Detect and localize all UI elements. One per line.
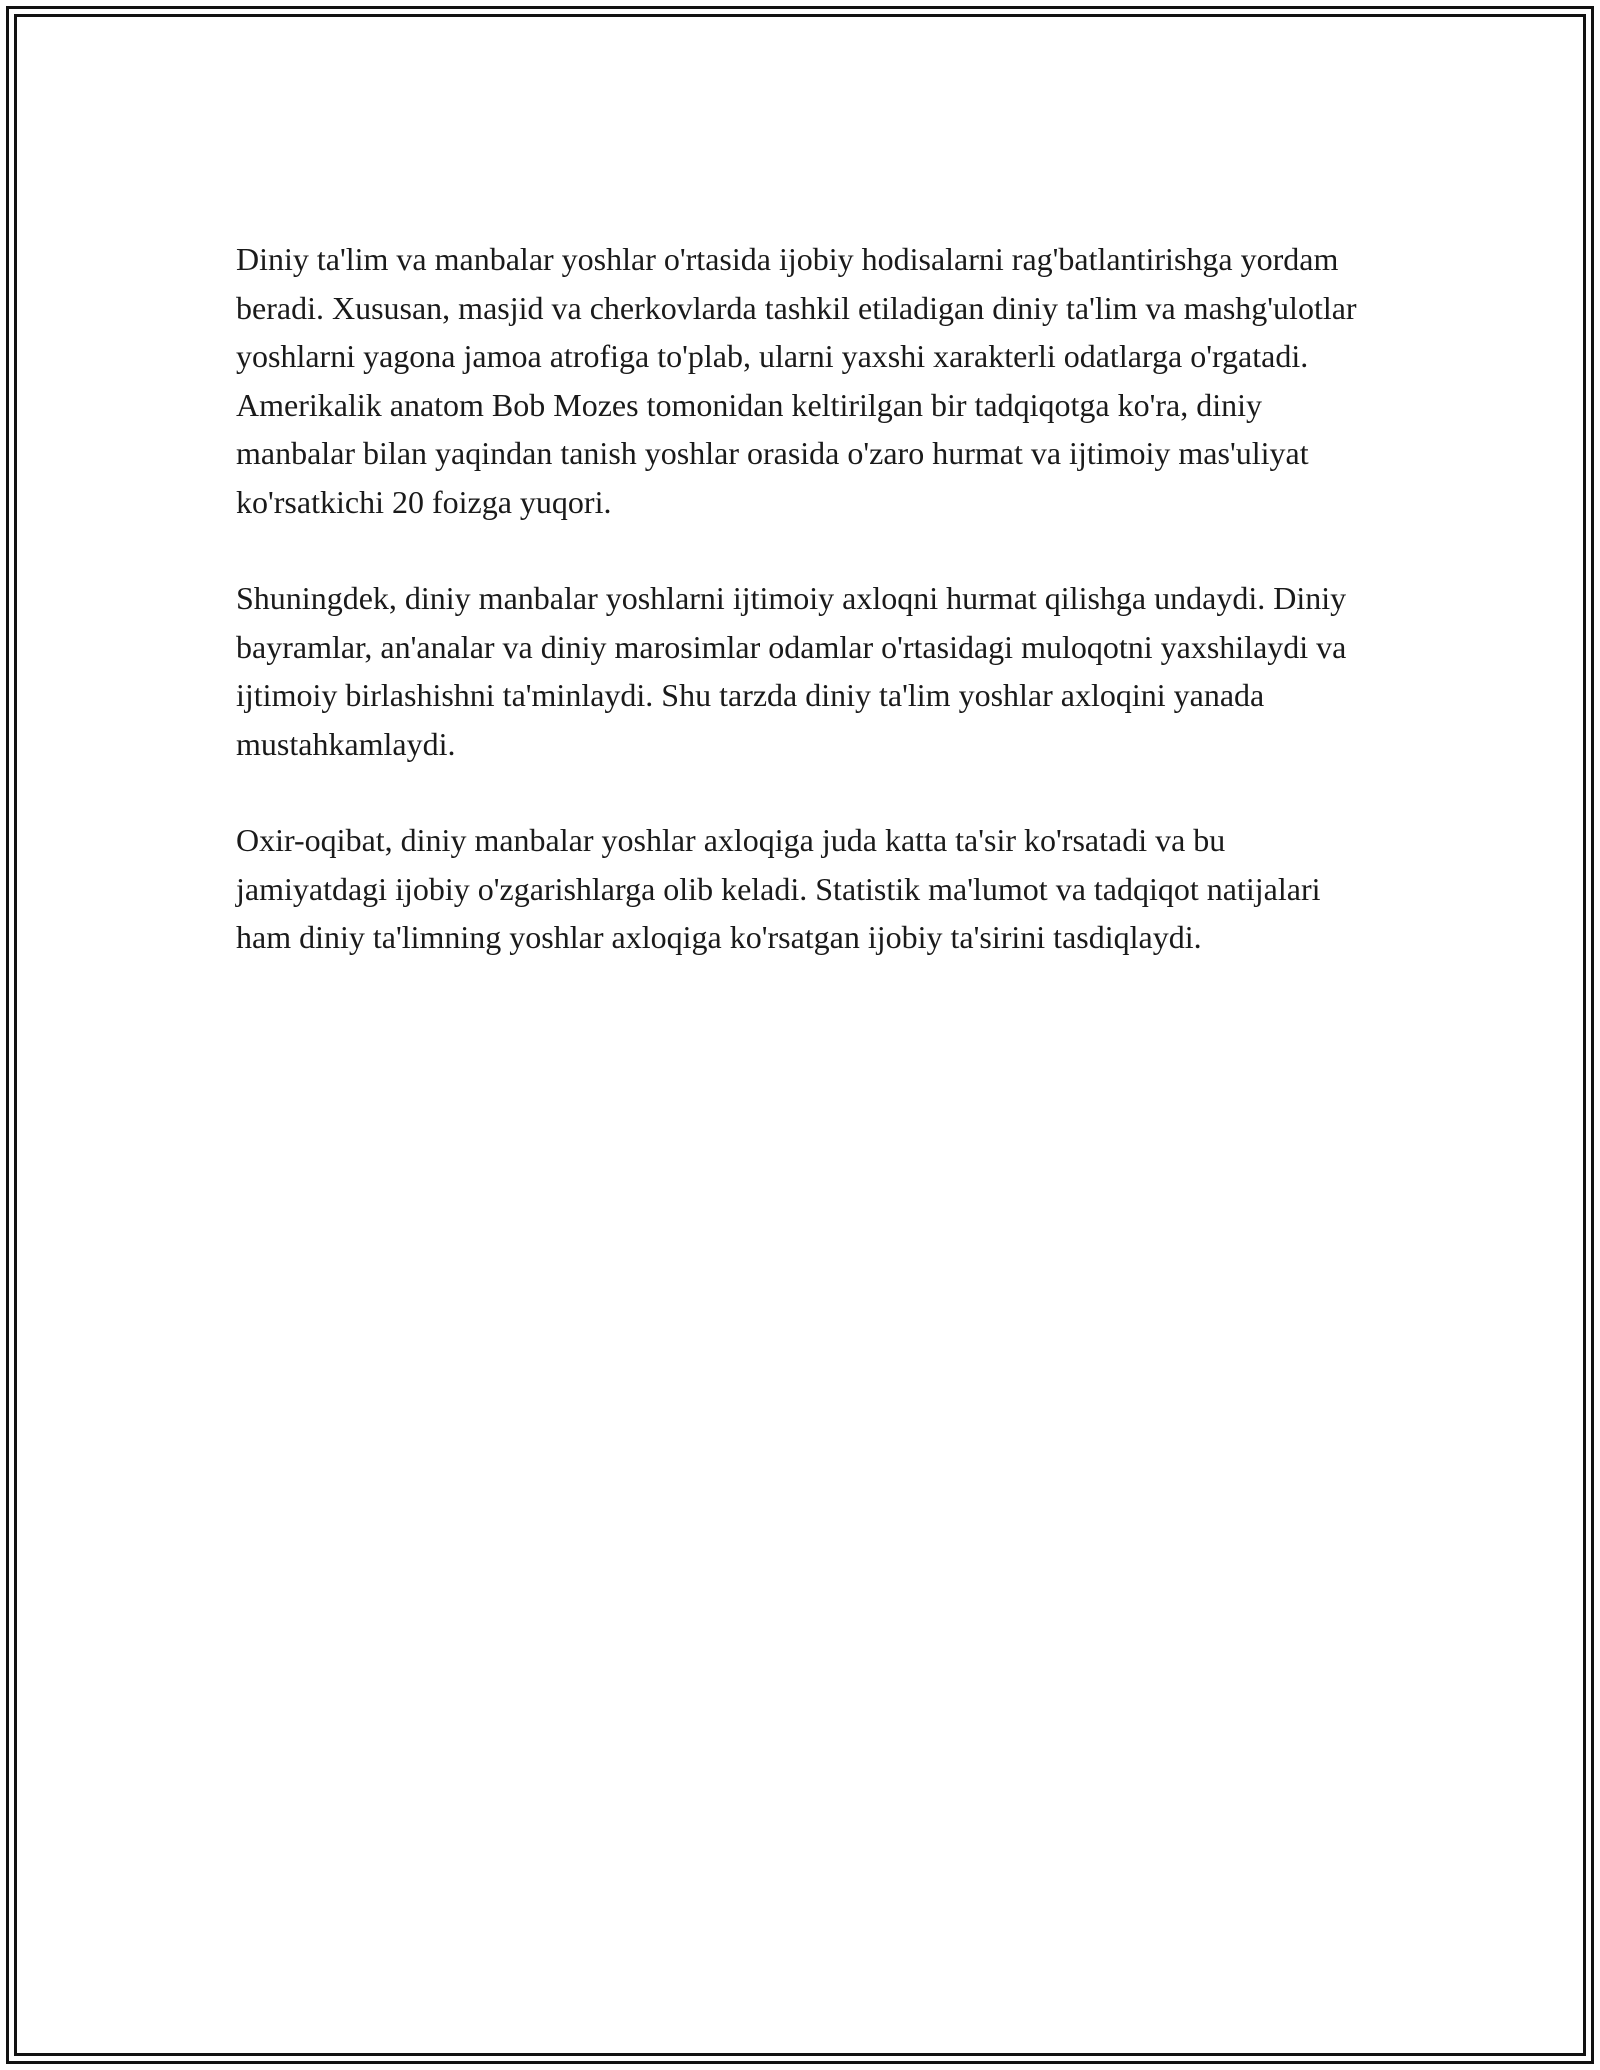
paragraph-1: Diniy ta'lim va manbalar yoshlar o'rtasida ijobiy hodisalarni rag'batlantirishga yordam beradi. Xususan, masjid va cherkovlarda tashkil etiladigan diniy ta'lim va mashg'ulotlar yoshlarni yagona jamoa atrofiga to'plab, ularni yaxshi xarakterli odatlarga o'rgatadi. Amerikalik anatom Bob Mozes tomonidan keltirilgan bir tadqiqotga ko'ra, diniy manbalar bilan yaqindan tanish yoshlar orasida o'zaro hurmat va ijtimoiy mas'uliyat ko'rsatkichi 20 foizga yuqori. [236, 241, 1357, 520]
document-body [236, 235, 1364, 1010]
paragraph-3: Oxir-oqibat, diniy manbalar yoshlar axloqiga juda katta ta'sir ko'rsatadi va bu jamiyatdagi ijobiy o'zgarishlarga olib keladi. Statistik ma'lumot va tadqiqot natijalari ham diniy ta'limning yoshlar axloqiga ko'rsatgan ijobiy ta'sirini tasdiqlaydi. [236, 822, 1321, 955]
paragraph-2: Shuningdek, diniy manbalar yoshlarni ijtimoiy axloqni hurmat qilishga undaydi. Diniy bayramlar, an'analar va diniy marosimlar odamlar o'rtasidagi muloqotni yaxshilaydi va ijtimoiy birlashishni ta'minlaydi. Shu tarzda diniy ta'lim yoshlar axloqini yanada mustahkamlaydi. [236, 580, 1347, 762]
